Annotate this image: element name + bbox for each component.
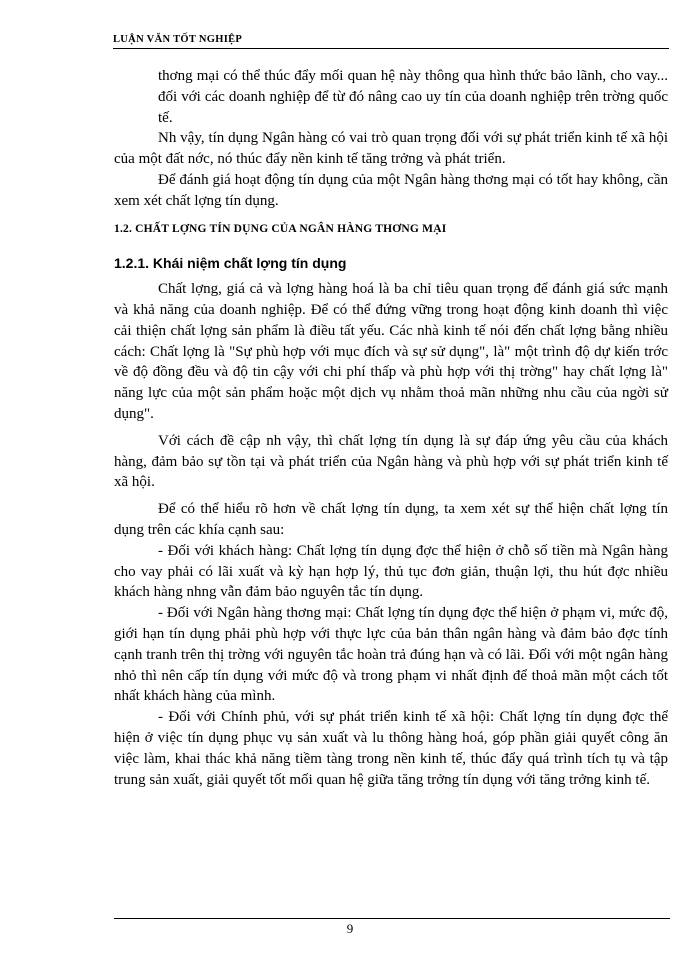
paragraph: thơng mại có thể thúc đẩy mối quan hệ này thông qua hình thức bảo lãnh, cho vay... đối với các doanh nghiệp để từ đó nâng cao uy tín của doanh nghiệp trên trờng quốc tế.	[158, 68, 668, 126]
paragraph: Nh vậy, tín dụng Ngân hàng có vai trò quan trọng đối với sự phát triển kinh tế xã hội của một đất nớc, nó thúc đẩy nền kinh tế tăng trởng và phát triển.	[114, 130, 668, 168]
list-item: - Đối với khách hàng: Chất lợng tín dụng đợc thể hiện ở chỗ số tiền mà Ngân hàng cho vay phải có lãi xuất và kỳ hạn hợp lý, thủ tục đơn giản, thuận lợi, thu hút đợc nhiều khách hàng nhng vẫn đảm bảo nguyên tắc tín dụng.	[114, 542, 668, 601]
list-item: - Đối với Chính phủ, với sự phát triển kinh tế xã hội: Chất lợng tín dụng đợc thể hiện ở việc tín dụng phục vụ sản xuất và lu thông hàng hoá, góp phần giải quyết công ăn việc làm, khai thác khả năng tiềm tàng trong nền kinh tế, thúc đẩy quá trình tích tụ và tập trung sản xuất, giải quyết tốt mối quan hệ giữa tăng trởng tín dụng với tăng trởng kinh tế.	[114, 709, 668, 788]
paragraph: Chất lợng, giá cả và lợng hàng hoá là ba chỉ tiêu quan trọng để đánh giá sức mạnh và khả năng của doanh nghiệp. Để có thể đứng vững trong hoạt động kinh doanh thì việc cải thiện chất lợng sản phẩm là điều tất yếu. Các nhà kinh tế nói đến chất lợng bằng nhiều cách: Chất lợng là "Sự phù hợp với mục đích và sự sử dụng", là" một trình độ dự kiến trớc về độ đồng đều và độ tin cậy với chi phí thấp và phù hợp với thị trờng" hay chất lợng là" năng lực của một sản phẩm hoặc một dịch vụ nhằm thoả mãn những nhu cầu của ngời sử dụng".	[114, 281, 668, 422]
list-item: - Đối với Ngân hàng thơng mại: Chất lợng tín dụng đợc thể hiện ở phạm vi, mức độ, giới hạn tín dụng phải phù hợp với thực lực của bản thân ngân hàng và đảm bảo đợc tính cạnh tranh trên thị trờng với nguyên tắc hoàn trả đúng hạn và có lãi. Đối với một ngân hàng nhỏ thì nên cấp tín dụng với mức độ và trong phạm vi nhất định để thoả mãn một cách tốt nhất khách hàng của mình.	[114, 605, 668, 705]
section-heading: 1.2. CHẤT LỢNG TÍN DỤNG CỦA NGÂN HÀNG THƠNG MẠI	[114, 222, 447, 235]
running-header	[113, 34, 669, 49]
paragraph: Với cách đề cập nh vậy, thì chất lợng tín dụng là sự đáp ứng yêu cầu của khách hàng, đảm bảo sự tồn tại và phát triển của Ngân hàng và phù hợp với sự phát triển kinh tế xã hội.	[114, 432, 668, 491]
footer-divider	[114, 918, 670, 919]
paragraph: Để có thể hiểu rõ hơn về chất lợng tín dụng, ta xem xét sự thể hiện chất lợng tín dụng trên các khía cạnh sau:	[114, 501, 668, 538]
header-title: LUẬN VĂN TỐT NGHIỆP	[113, 34, 243, 45]
page-body	[114, 66, 668, 790]
subsection-heading: 1.2.1. Khái niệm chất lợng tín dụng	[114, 255, 347, 272]
page-number: 9	[346, 921, 354, 936]
paragraph: Để đánh giá hoạt động tín dụng của một Ngân hàng thơng mại có tốt hay không, cần xem xét chất lợng tín dụng.	[114, 171, 668, 209]
